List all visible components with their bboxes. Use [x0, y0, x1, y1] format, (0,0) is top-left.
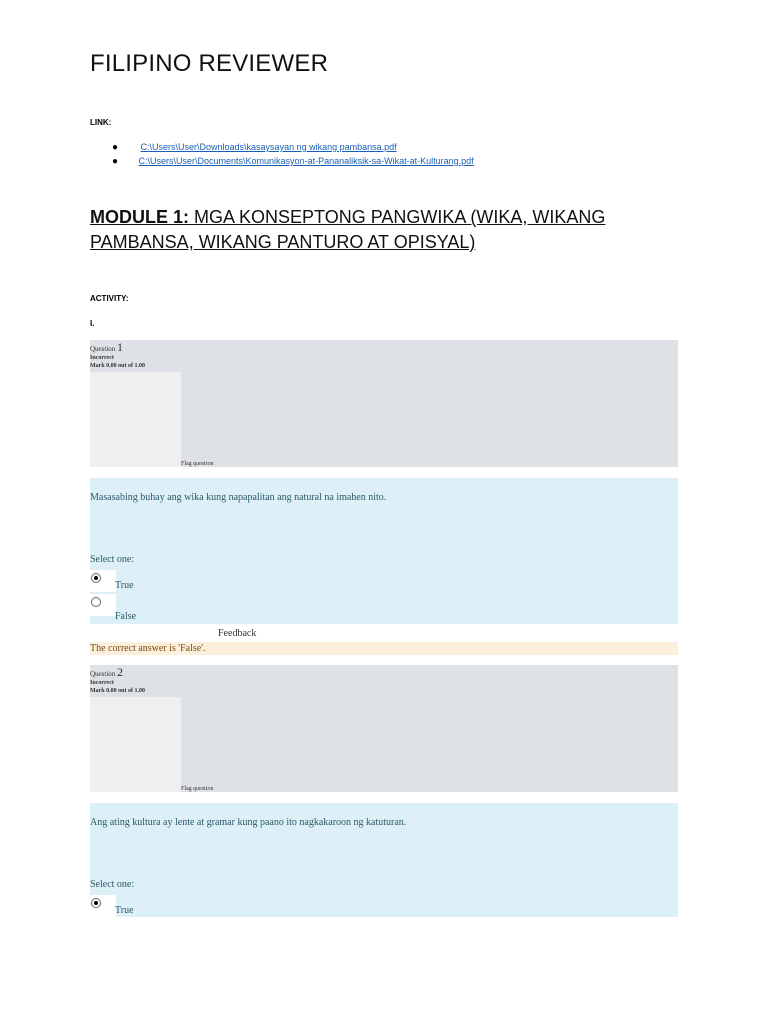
question-1-info [90, 340, 678, 467]
radio-checked-icon[interactable] [91, 573, 101, 583]
question-1-info-box [90, 372, 181, 467]
question-1-status: Incorrect [90, 355, 114, 361]
question-2-status: Incorrect [90, 680, 114, 686]
question-2-info-box [90, 697, 181, 792]
link-item [112, 156, 474, 167]
question-2-content [90, 803, 678, 917]
question-1-text: Masasabing buhay ang wika kung napapalitan ang natural na imahen nito. [90, 492, 387, 503]
radio-unchecked-icon[interactable] [91, 597, 101, 607]
module-heading [90, 205, 630, 255]
link-item [112, 142, 397, 153]
question-1-option-false-radio-wrap [90, 594, 116, 616]
document-title: FILIPINO REVIEWER [90, 50, 329, 77]
question-2-mark: Mark 0.00 out of 1.00 [90, 688, 145, 694]
link-label: LINK: [90, 118, 112, 127]
section-number: I. [90, 319, 95, 328]
question-1-option-true-radio-wrap [90, 570, 116, 592]
question-2-text: Ang ating kultura ay lente at gramar kung paano ito nagkakaroon ng katuturan. [90, 817, 407, 828]
activity-label: ACTIVITY: [90, 294, 129, 303]
question-2-option-true-label[interactable]: True [115, 905, 134, 916]
question-1-mark: Mark 0.00 out of 1.00 [90, 363, 145, 369]
question-1-label: Question 1 [90, 340, 124, 354]
question-2-option-true-radio-wrap [90, 895, 116, 917]
question-1-option-true-label[interactable]: True [115, 580, 134, 591]
question-1-select-label: Select one: [90, 554, 135, 565]
radio-checked-icon[interactable] [91, 898, 101, 908]
question-2-info [90, 665, 678, 792]
module-title: MGA KONSEPTONG PANGWIKA (WIKA, WIKANG PAMBANSA, WIKANG PANTURO AT OPISYAL) [90, 207, 606, 252]
link-komunikasyon[interactable]: C:\Users\User\Documents\Komunikasyon-at-Pananaliksik-sa-Wikat-at-Kulturang.pdf [138, 156, 474, 166]
bullet-icon: ● [112, 156, 119, 167]
bullet-icon: ● [112, 142, 119, 153]
question-1-feedback: The correct answer is 'False'. [90, 642, 678, 655]
question-1-content [90, 478, 678, 624]
module-prefix: MODULE 1: [90, 207, 189, 227]
question-1-option-false-label[interactable]: False [115, 611, 137, 622]
link-kasaysayan[interactable]: C:\Users\User\Downloads\kasaysayan ng wikang pambansa.pdf [140, 142, 397, 152]
question-2-select-label: Select one: [90, 879, 135, 890]
question-1-feedback-label: Feedback [218, 628, 257, 639]
question-2-flag-link[interactable]: Flag question [181, 786, 214, 792]
question-1-flag-link[interactable]: Flag question [181, 461, 214, 467]
question-2-label: Question 2 [90, 665, 124, 679]
